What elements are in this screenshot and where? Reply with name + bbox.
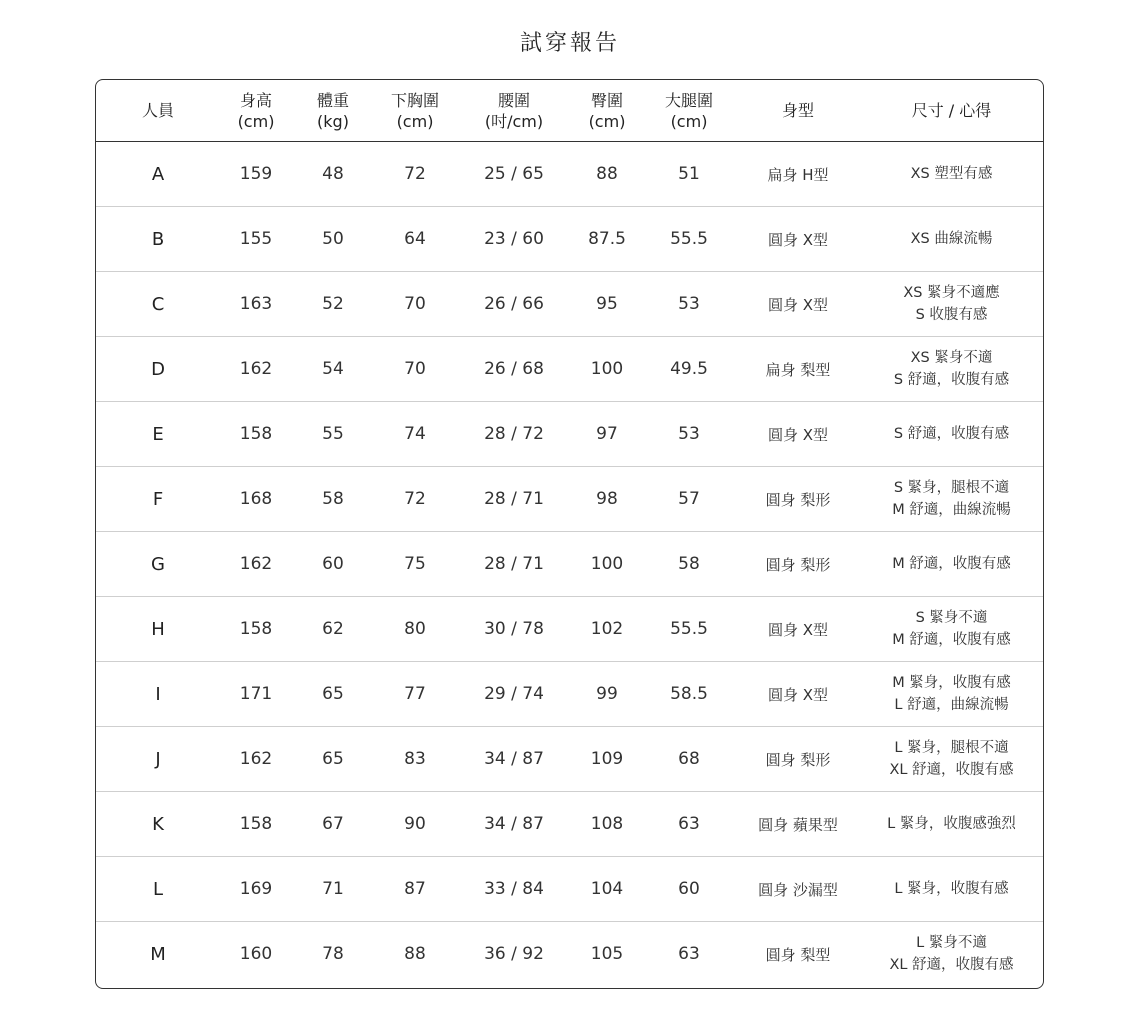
thigh-cell: 63 [678,944,700,964]
table-row [96,662,1043,727]
size-notes-cell [860,272,1043,337]
column-header-size-notes [860,80,1043,142]
size-note-line: XL 舒適，收腹有感 [889,762,1014,778]
underbust-cell: 87 [374,857,456,922]
underbust-cell: 72 [374,467,456,532]
height-cell: 158 [220,597,292,662]
id-cell: B [96,207,220,272]
height-cell: 169 [220,857,292,922]
body-type-cell: 圓身 X型 [736,272,860,337]
column-header-height [220,80,292,142]
thigh-cell: 53 [642,272,736,337]
column-header-label: 臀圍 [590,90,623,110]
column-header-label: 體重 [316,90,349,110]
weight-cell: 52 [292,272,374,337]
waist-cell: 25 / 65 [456,142,572,207]
column-header-unit: (cm) [396,111,434,131]
body-type-cell: 圓身 蘋果型 [736,792,860,857]
waist-cell: 34 / 87 [456,727,572,792]
waist-cell: 28 / 71 [456,467,572,532]
id-cell: E [96,402,220,467]
id-cell: C [96,272,220,337]
column-header-label: 腰圍 [497,90,530,110]
height-cell: 171 [220,662,292,727]
height-cell: 160 [239,944,273,964]
underbust-cell: 70 [374,337,456,402]
waist-cell: 23 / 60 [456,207,572,272]
table-row [96,467,1043,532]
underbust-cell: 88 [404,944,426,964]
size-notes-cell [860,597,1043,662]
height-cell: 163 [220,272,292,337]
size-notes-cell [860,207,1043,272]
column-header-unit: (cm) [588,111,626,131]
height-cell: 162 [220,532,292,597]
hip-cell: 105 [590,944,624,964]
underbust-cell: 77 [374,662,456,727]
id-cell: F [96,467,220,532]
hip-cell: 88 [572,142,642,207]
weight-cell: 55 [292,402,374,467]
underbust-cell: 70 [374,272,456,337]
underbust-cell: 72 [374,142,456,207]
underbust-cell: 74 [374,402,456,467]
size-note-line: S 舒適，收腹有感 [893,426,1010,442]
column-header-weight [292,80,374,142]
body-type-cell: 圓身 X型 [736,207,860,272]
waist-cell: 34 / 87 [456,792,572,857]
weight-cell: 58 [292,467,374,532]
waist-cell: 33 / 84 [456,857,572,922]
underbust-cell: 80 [374,597,456,662]
waist-cell: 29 / 74 [456,662,572,727]
hip-cell: 109 [572,727,642,792]
underbust-cell: 90 [374,792,456,857]
waist-cell: 28 / 72 [456,402,572,467]
body-type-cell: 圓身 沙漏型 [736,857,860,922]
height-cell: 162 [220,727,292,792]
weight-cell: 60 [292,532,374,597]
height-cell: 158 [220,402,292,467]
size-note-line: XS 塑型有感 [910,166,993,182]
table-row [96,142,1043,207]
thigh-cell: 58 [642,532,736,597]
hip-cell: 98 [572,467,642,532]
table-row [96,922,1043,987]
table-body [96,142,1043,987]
size-note-line: XS 曲線流暢 [910,231,993,247]
underbust-cell: 83 [374,727,456,792]
weight-cell: 48 [292,142,374,207]
thigh-cell: 60 [642,857,736,922]
size-note-line: XL 舒適，收腹有感 [889,957,1014,973]
waist-cell: 36 / 92 [484,944,544,964]
weight-cell: 54 [292,337,374,402]
size-note-line: M 舒適，收腹有感 [892,556,1011,572]
hip-cell: 104 [572,857,642,922]
hip-cell: 102 [572,597,642,662]
waist-cell: 26 / 68 [456,337,572,402]
id-cell: J [96,727,220,792]
waist-cell: 28 / 71 [456,532,572,597]
column-header-person [96,80,220,142]
table-row [96,207,1043,272]
size-notes-cell [860,532,1043,597]
id-cell: I [96,662,220,727]
table-row [96,857,1043,922]
table-row [96,272,1043,337]
hip-cell: 95 [572,272,642,337]
size-note-line: S 緊身不適 [915,610,988,626]
size-note-line: L 緊身，腿根不適 [894,740,1009,756]
column-header-underbust [374,80,456,142]
weight-cell: 78 [322,944,344,964]
thigh-cell: 51 [642,142,736,207]
report-table [96,80,1043,986]
id-cell: L [96,857,220,922]
column-header-unit: (cm) [670,111,708,131]
hip-cell: 99 [572,662,642,727]
column-header-unit: (cm) [237,111,275,131]
weight-cell: 71 [292,857,374,922]
thigh-cell: 49.5 [642,337,736,402]
weight-cell: 65 [292,662,374,727]
size-note-line: M 舒適，曲線流暢 [892,502,1011,518]
thigh-cell: 53 [642,402,736,467]
thigh-cell: 68 [642,727,736,792]
size-notes-cell [860,792,1043,857]
weight-cell: 65 [292,727,374,792]
size-notes-cell [860,922,1043,987]
size-note-line: M 緊身，收腹有感 [892,675,1011,691]
column-header-label: 大腿圍 [664,90,713,110]
body-type-cell: 圓身 X型 [736,597,860,662]
weight-cell: 50 [292,207,374,272]
thigh-cell: 63 [642,792,736,857]
size-notes-cell [860,337,1043,402]
waist-cell: 30 / 78 [456,597,572,662]
body-type-cell: 圓身 梨形 [736,727,860,792]
height-cell: 168 [220,467,292,532]
underbust-cell: 64 [374,207,456,272]
column-header-hip [572,80,642,142]
column-header-body-type [736,80,860,142]
column-header-label: 身高 [239,90,272,110]
body-type-cell: 圓身 梨型 [765,945,831,964]
weight-cell: 62 [292,597,374,662]
table-row [96,532,1043,597]
column-header-label: 下胸圍 [390,90,439,110]
table-row [96,402,1043,467]
hip-cell: 87.5 [572,207,642,272]
size-note-line: XS 緊身不適 [910,350,993,366]
size-note-line: L 舒適，曲線流暢 [894,697,1009,713]
height-cell: 159 [220,142,292,207]
size-note-line: S 舒適，收腹有感 [893,372,1010,388]
height-cell: 155 [220,207,292,272]
size-notes-cell [860,857,1043,922]
height-cell: 158 [220,792,292,857]
thigh-cell: 55.5 [642,207,736,272]
column-header-thigh [642,80,736,142]
body-type-cell: 圓身 梨形 [736,467,860,532]
hip-cell: 100 [572,532,642,597]
table-row [96,792,1043,857]
column-header-label: 尺寸 / 心得 [911,101,992,120]
column-header-label: 人員 [141,101,174,120]
hip-cell: 100 [572,337,642,402]
size-note-line: S 收腹有感 [915,307,988,323]
size-notes-cell [860,467,1043,532]
table-row [96,727,1043,792]
table-row [96,597,1043,662]
id-cell: K [96,792,220,857]
thigh-cell: 57 [642,467,736,532]
body-type-cell: 圓身 X型 [736,662,860,727]
page-title: 試穿報告 [519,31,620,56]
weight-cell: 67 [292,792,374,857]
size-note-line: S 緊身，腿根不適 [893,480,1010,496]
size-notes-cell [860,142,1043,207]
body-type-cell: 圓身 X型 [736,402,860,467]
column-header-unit: (吋/cm) [484,111,544,131]
size-notes-cell [860,402,1043,467]
fitting-report-table [95,79,1044,989]
thigh-cell: 58.5 [642,662,736,727]
hip-cell: 97 [572,402,642,467]
size-note-line: L 緊身不適 [916,935,987,951]
id-cell: M [150,943,166,965]
size-notes-cell [860,662,1043,727]
size-note-line: M 舒適，收腹有感 [892,632,1011,648]
body-type-cell: 扁身 H型 [736,142,860,207]
id-cell: H [96,597,220,662]
size-note-line: XS 緊身不適應 [903,285,1000,301]
body-type-cell: 圓身 梨形 [736,532,860,597]
column-header-waist [456,80,572,142]
id-cell: A [96,142,220,207]
id-cell: G [96,532,220,597]
id-cell: D [96,337,220,402]
height-cell: 162 [220,337,292,402]
table-row [96,337,1043,402]
size-notes-cell [860,727,1043,792]
body-type-cell: 扁身 梨型 [736,337,860,402]
column-header-label: 身型 [781,101,814,120]
hip-cell: 108 [572,792,642,857]
size-note-line: L 緊身，收腹有感 [894,881,1009,897]
underbust-cell: 75 [374,532,456,597]
thigh-cell: 55.5 [642,597,736,662]
waist-cell: 26 / 66 [456,272,572,337]
size-note-line: L 緊身，收腹感強烈 [887,816,1016,832]
column-header-unit: (kg) [317,111,349,131]
header-row [96,80,1043,142]
